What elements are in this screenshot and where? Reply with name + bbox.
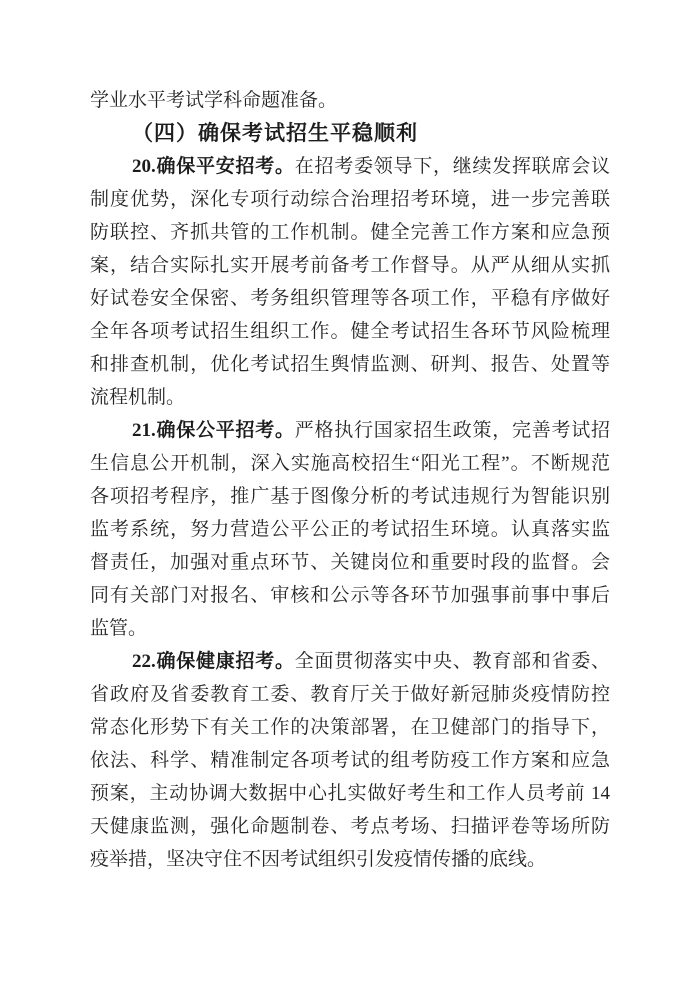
body-line — [90, 843, 610, 876]
text-run: 防联控、齐抓共管的工作机制。健全完善工作方案和应急预 — [90, 222, 610, 243]
bold-run: 20.确保平安招考。 — [132, 156, 295, 177]
text-run: 天健康监测，强化命题制卷、考点考场、扫描评卷等场所防 — [90, 816, 610, 837]
text-run: 好试卷安全保密、考务组织管理等各项工作，平稳有序做好 — [90, 288, 610, 309]
body-line — [90, 645, 610, 678]
text-run: 和排查机制，优化考试招生舆情监测、研判、报告、处置等 — [90, 354, 610, 375]
text-run: 督责任，加强对重点环节、关键岗位和重要时段的监督。会 — [90, 552, 610, 573]
body-line — [90, 480, 610, 513]
text-run: 在招考委领导下，继续发挥联席会议 — [294, 156, 610, 177]
body-line — [90, 150, 610, 183]
body-line — [90, 183, 610, 216]
body-line — [90, 84, 610, 117]
document-text-block — [90, 84, 610, 876]
text-run: 全年各项考试招生组织工作。健全考试招生各环节风险梳理 — [90, 321, 610, 342]
section-heading — [90, 117, 610, 150]
bold-run: 21.确保公平招考。 — [132, 420, 295, 441]
text-run: 流程机制。 — [90, 387, 186, 408]
text-run: 学业水平考试学科命题准备。 — [90, 90, 338, 111]
body-line — [90, 579, 610, 612]
body-line — [90, 348, 610, 381]
text-run: 各项招考程序，推广基于图像分析的考试违规行为智能识别 — [90, 486, 610, 507]
body-line — [90, 249, 610, 282]
body-line — [90, 711, 610, 744]
bold-run: 22.确保健康招考。 — [132, 651, 295, 672]
text-run: 疫举措，坚决守住不因考试组织引发疫情传播的底线。 — [90, 849, 547, 870]
text-run: 常态化形势下有关工作的决策部署，在卫健部门的指导下， — [90, 717, 610, 738]
bold-run: （四）确保考试招生平稳顺利 — [132, 122, 418, 145]
body-line — [90, 744, 610, 777]
text-run: 预案，主动协调大数据中心扎实做好考生和工作人员考前 14 — [90, 783, 610, 804]
text-run: 监管。 — [90, 618, 148, 639]
text-run: 监考系统，努力营造公平公正的考试招生环境。认真落实监 — [90, 519, 610, 540]
body-line — [90, 216, 610, 249]
body-line — [90, 414, 610, 447]
text-run: 依法、科学、精准制定各项考试的组考防疫工作方案和应急 — [90, 750, 610, 771]
body-line — [90, 810, 610, 843]
body-line — [90, 777, 610, 810]
text-run: 省政府及省委教育工委、教育厅关于做好新冠肺炎疫情防控 — [90, 684, 610, 705]
text-run: 制度优势，深化专项行动综合治理招考环境，进一步完善联 — [90, 189, 610, 210]
body-line — [90, 315, 610, 348]
text-run: 生信息公开机制，深入实施高校招生“阳光工程”。不断规范 — [90, 453, 610, 474]
body-line — [90, 546, 610, 579]
text-run: 全面贯彻落实中央、教育部和省委、 — [294, 651, 610, 672]
body-line — [90, 513, 610, 546]
body-line — [90, 381, 610, 414]
body-line — [90, 282, 610, 315]
body-line — [90, 678, 610, 711]
text-run: 同有关部门对报名、审核和公示等各环节加强事前事中事后 — [90, 585, 610, 606]
text-run: 严格执行国家招生政策，完善考试招 — [294, 420, 610, 441]
body-line — [90, 447, 610, 480]
body-line — [90, 612, 610, 645]
text-run: 案，结合实际扎实开展考前备考工作督导。从严从细从实抓 — [90, 255, 610, 276]
